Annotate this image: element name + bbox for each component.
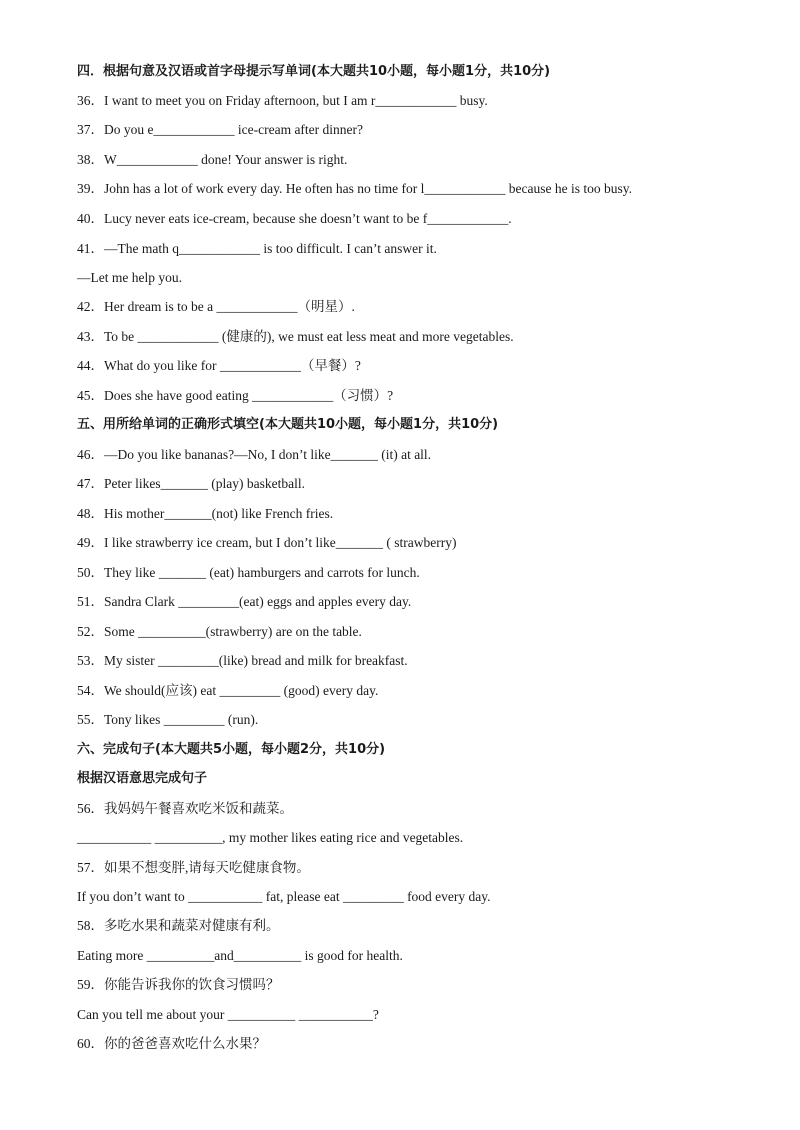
question-53: 53．My sister _________(like) bread and milk for breakfast. [77,653,408,668]
question-42: 42．Her dream is to be a ____________（明星）. [77,299,355,314]
question-57-answer: If you don’t want to ___________ fat, please eat _________ food every day. [77,889,491,904]
question-56-answer: ___________ __________, my mother likes eating rice and vegetables. [77,830,464,845]
question-47: 47．Peter likes_______ (play) basketball. [77,476,305,491]
question-51: 51．Sandra Clark _________(eat) eggs and apples every day. [77,594,412,609]
question-56: 56．我妈妈午餐喜欢吃米饭和蔬菜。 [77,801,293,816]
question-58-answer: Eating more __________and__________ is good for health. [77,948,403,963]
question-49: 49．I like strawberry ice cream, but I don’t like_______ ( strawberry) [77,535,457,550]
question-55: 55．Tony likes _________ (run). [77,712,259,727]
question-36: 36．I want to meet you on Friday afternoon, but I am r____________ busy. [77,93,488,108]
question-37: 37．Do you e____________ ice-cream after dinner? [77,122,364,137]
section6-title: 六、完成句子(本大题共5小题，每小题2分，共10分) [77,742,386,757]
question-57: 57．如果不想变胖,请每天吃健康食物。 [77,860,310,875]
section6-instruction: 根据汉语意思完成句子 [77,771,208,786]
question-39: 39．John has a lot of work every day. He often has no time for l____________ because he is too busy. [77,181,633,196]
question-38: 38．W____________ done! Your answer is right. [77,152,348,167]
question-48: 48．His mother_______(not) like French fries. [77,506,334,521]
question-41-reply: —Let me help you. [77,270,182,285]
question-50: 50．They like _______ (eat) hamburgers and carrots for lunch. [77,565,420,580]
question-45: 45．Does she have good eating ____________（习惯）? [77,388,394,403]
question-54: 54．We should(应该) eat _________ (good) every day. [77,683,379,698]
section4-title: 四．根据句意及汉语或首字母提示写单词(本大题共10小题，每小题1分，共10分) [77,64,551,79]
question-59-answer: Can you tell me about your __________ ___________? [77,1007,379,1022]
question-60: 60．你的爸爸喜欢吃什么水果？ [77,1036,266,1051]
question-59: 59．你能告诉我你的饮食习惯吗？ [77,977,280,992]
question-58: 58．多吃水果和蔬菜对健康有利。 [77,918,280,933]
question-40: 40．Lucy never eats ice-cream, because she doesn’t want to be f____________. [77,211,512,226]
question-41: 41．—The math q____________ is too difficult. I can’t answer it. [77,241,437,256]
question-44: 44．What do you like for ____________（早餐）? [77,358,361,373]
question-43: 43．To be ____________ (健康的), we must eat less meat and more vegetables. [77,329,514,344]
question-46: 46．—Do you like bananas?—No, I don’t like_______ (it) at all. [77,447,432,462]
question-52: 52．Some __________(strawberry) are on the table. [77,624,362,639]
section5-title: 五、用所给单词的正确形式填空(本大题共10小题，每小题1分，共10分) [77,417,499,432]
